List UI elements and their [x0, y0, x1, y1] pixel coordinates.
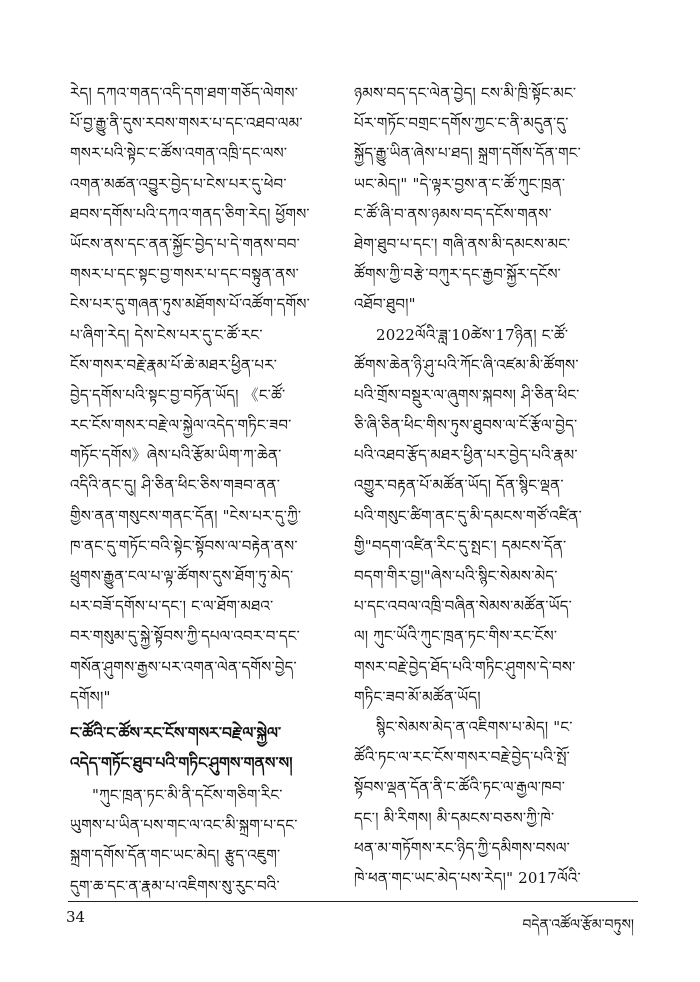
- page-number: 34: [66, 908, 86, 926]
- left-column-line: བྱེད་དགོས་པའི་སྟང་བྱ་བཏོན་ཡོད། 《ང་ཚོ་: [70, 385, 286, 404]
- section-heading-line: ང་ཚོའི་ང་ཚོས་རང་ངོས་གསར་བརྗེ་ལ་སྐྱེལ་: [70, 723, 282, 742]
- left-column-after-heading-line: "ཀུང་ཁྲན་ཏང་མི་ནི་དངོས་གཅིག་རིང་: [92, 786, 283, 804]
- left-column-line: པར་བཟོ་དགོས་པ་དང་། ང་ལ་ཐོག་མཐའ་: [70, 597, 274, 616]
- footer-rule: [68, 901, 638, 902]
- left-column-line: རང་ངོས་གསར་བརྗེ་ལ་སྐྱེལ་འདེད་གཏིང་ཟབ་: [70, 416, 292, 435]
- left-column-line: ངོས་གསར་བརྗེ་རྣམ་པོ་ཆེ་མཐར་ཕྱིན་པར་: [70, 355, 278, 374]
- left-column-line: པོ་བྱ་རྒྱུ་ནི་དུས་རབས་གསར་པ་དང་འཐབ་ལམ་: [70, 114, 303, 133]
- left-column-line: གཏོང་དགོས》ཞེས་པའི་རྩོམ་ཡིག་ཀ་ཆེན་: [70, 446, 282, 465]
- right-column-line: པའི་འཐབ་རྩོད་མཐར་ཕྱིན་པར་བྱེད་པའི་རྣམ་: [354, 446, 578, 465]
- right-column-line: ང་ཚོ་ཞི་བ་ནས་ཉམས་བད་དངོས་གནས་: [354, 204, 552, 223]
- section-heading: [70, 718, 352, 778]
- right-column-line: སྙིང་སེམས་མེད་ན་འཇིགས་པ་མེད། "ང་: [376, 717, 573, 736]
- left-column-line: ཁ་ནང་དུ་གཏོང་བའི་སྟེང་སྟོབས་ལ་བརྟེན་ནས་: [70, 536, 298, 555]
- right-column-line: གསར་བརྗེ་བྱེད་ཐོད་པའི་གཏིང་ཤུགས་དེ་བས་: [354, 657, 576, 676]
- left-column-line: གསར་པ་དང་སྟང་བྱ་གསར་པ་དང་བསྟུན་ནས་: [70, 265, 299, 284]
- right-column-line: ཚོགས་ཀྱི་བརྩེ་བཀུར་དང་རྒྱབ་སྐྱོར་དངོས་: [354, 265, 562, 284]
- left-column-after-heading-line: ཡུགས་པ་ཡིན་པས་གང་ལ་འང་མི་སྐྲག་པ་དང་: [70, 816, 298, 835]
- right-column-line: གཏིང་ཟབ་མོ་མཚོན་ཡོད།: [354, 687, 481, 706]
- left-column-line: ཡོངས་ནས་དང་ནན་སྐྱོང་བྱེད་པ་དེ་གནས་བབ་: [70, 234, 300, 253]
- right-column-line: པའི་གྲོས་བསྡུར་ལ་ཞུགས་སྐབས། ཤི་ཅིན་ཕིང་: [354, 385, 580, 404]
- right-column-line: སྟོབས་ལྡན་དོན་ནི་ང་ཚོའི་ཏང་ལ་རྒྱལ་ཁབ་: [354, 778, 566, 797]
- left-column-line: ཕྲུགས་རྒྱུན་ངལ་པ་ལྟ་ཚོགས་དུས་ཐོག་ཏུ་མེད་: [70, 567, 294, 585]
- running-title: བདེན་འཚོལ་རྩོམ་བཏུས།: [522, 917, 634, 933]
- right-column-line: ཅི་ཞི་ཅིན་ཕིང་གིས་ཏུས་ཐུབས་ལ་ངོ་རྩོལ་བྱེད་: [354, 416, 578, 435]
- right-column-line: སྐྱོད་རྒྱུ་ཡིན་ཞེས་པ་ཐད། སྐྲག་དགོས་དོན་གང་: [354, 144, 581, 163]
- right-column-line: ཡང་མེད།" "དེ་ལྟར་བྱས་ན་ང་ཚོ་ཀུང་ཁྲན་: [354, 174, 566, 193]
- right-column-line: ཚོགས་ཆེན་ཉི་ཤུ་པའི་ཀོང་ཞི་འཛམ་མི་ཚོགས་: [354, 355, 579, 374]
- left-column-after-heading-line: སྐྲག་དགོས་དོན་གང་ཡང་མེད། རྩུད་འཇུག་: [70, 846, 281, 865]
- right-column-line: ལ། ཀུང་ཡོའི་ཀུང་ཁྲན་ཏང་གིས་རང་ངོས་: [354, 627, 558, 646]
- right-column-line: བདག་གིར་བྱ།"ཞེས་པའི་སྙིང་སེམས་མེད་: [354, 567, 558, 585]
- left-column-line: གསར་པའི་སྟེང་ང་ཚོས་འགན་འཁྲི་དང་ལས་: [70, 144, 288, 163]
- left-column-line: འདིའི་ནང་དུ། ཤི་ཅིན་ཕིང་ཅིས་གཟབ་ནན་: [70, 476, 281, 495]
- right-column-line: པོར་གཏོང་བགྲང་དགོས་ཀྱང་ང་ནི་མདུན་དུ་: [354, 114, 569, 133]
- right-column-line: ཐེག་ཐུབ་པ་དང་། གཞི་ནས་མི་དམངས་མང་: [354, 234, 571, 253]
- left-column-text: [70, 78, 352, 712]
- right-column-line: དང་། མི་རིགས། མི་དམངས་བཅས་ཀྱི་ཁེ་: [354, 808, 555, 827]
- right-column-line: པ་དང་འབལ་འཁྲི་བཞིན་སེམས་མཚོན་ཡོད་: [354, 597, 572, 616]
- left-column: [70, 78, 352, 712]
- section-heading-line: འདེད་གཏོང་ཐུབ་པའི་གཏིང་ཤུགས་གནས་ས།: [70, 753, 293, 772]
- left-column-after-heading: [70, 780, 352, 901]
- left-column-after-heading-text: [70, 780, 352, 901]
- left-column-line: བར་གསུམ་དུ་སྐྱེ་སྟོབས་ཀྱི་དཔལ་འབར་བ་དང་: [70, 627, 300, 646]
- left-column-after-heading-line: དུག་ཆ་དང་ན་རྣམ་པ་འཇིགས་སུ་རུང་བའི་: [70, 876, 280, 895]
- right-column-line: འགྱུར་བརྟན་པོ་མཚོན་ཡོད། དོན་སྙིང་ལྡན་: [354, 476, 564, 495]
- right-column-line: ཉམས་བད་དང་ལེན་བྱེད། ངས་མི་ཁྲི་སྟོང་མང་: [354, 84, 577, 102]
- left-column-line: ངེས་པར་དུ་གཞན་ཏུས་མཐོགས་པོ་འཚོག་དགོས་: [70, 295, 310, 314]
- right-column-line: ཕན་མ་གཏོགས་རང་ཉིད་ཀྱི་དམིགས་བསལ་: [354, 838, 571, 857]
- right-column-text: [354, 78, 636, 893]
- right-column-line: པའི་གསུང་ཚིག་ནང་དུ་མི་དམངས་གཙོ་འཛིན་: [354, 506, 582, 525]
- left-column-line: དགོས།": [70, 687, 111, 706]
- left-column-line: པ་ཞིག་རེད། དེས་ངེས་པར་དུ་ང་ཚོ་རང་: [70, 325, 263, 344]
- right-column-line: གྱི"བདག་འཛིན་རིང་དུ་སྤང་། དམངས་དོན་: [354, 536, 567, 555]
- right-column: [354, 78, 636, 893]
- right-column-line: ཚོའི་ཏང་ལ་རང་ངོས་གསར་བརྗེ་བྱེད་པའི་སྤོ་: [354, 748, 571, 767]
- right-column-line: འཐོབ་ཐུབ།": [354, 295, 416, 314]
- left-column-line: གྱིས་ནན་གསུངས་གནང་དོན། "ངེས་པར་དུ་ཀྱི་: [70, 506, 302, 525]
- right-column-line: 2022ལོའི་ཟླ་10ཚེས་17ཉིན། ང་ཚོ་: [376, 325, 569, 344]
- right-column-line: ཁེ་ཕན་གང་ཡང་མེད་པས་རེད།" 2017ལོའི་: [354, 868, 581, 887]
- left-column-line: གསོན་ཤུགས་རྒྱས་པར་འགན་ལེན་དགོས་བྱེད་: [70, 657, 297, 676]
- left-column-line: ཐབས་དགོས་པའི་དཀའ་གནད་ཅིག་རེད། ཕྱོགས་: [70, 204, 310, 223]
- left-column-line: རེད། དཀའ་གནད་འདི་དག་ཐག་གཅོད་ལེགས་: [70, 84, 299, 102]
- left-column-line: འགན་མཚན་འབྱུར་བྱེད་པ་ངེས་པར་དུ་ཕེབ་: [70, 174, 287, 193]
